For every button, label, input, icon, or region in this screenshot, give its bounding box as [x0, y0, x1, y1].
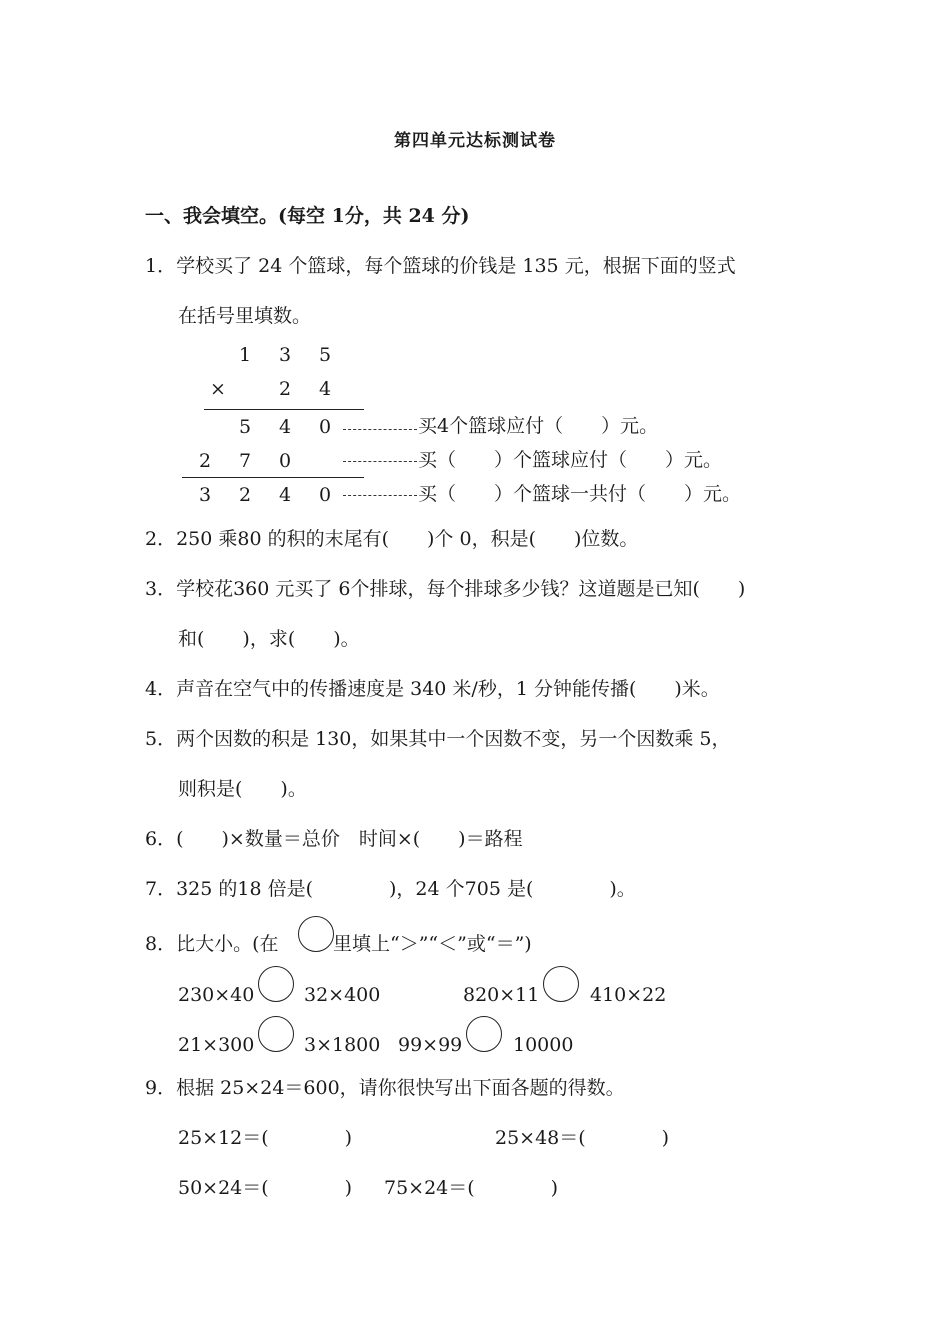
leader-line — [343, 429, 417, 430]
calc-digit: 7 — [238, 450, 252, 472]
compare-right: 32×400 — [304, 984, 381, 1006]
compare-right: 3×1800 — [304, 1034, 381, 1056]
q1-line2: 在括号里填数。 — [178, 305, 312, 327]
compare-left: 99×99 — [398, 1034, 463, 1056]
calc-rule — [204, 409, 364, 410]
calc-rule — [182, 477, 364, 478]
leader-line — [343, 495, 417, 496]
compare-circle-icon[interactable] — [543, 966, 579, 1002]
q9-c: 50×24＝( ) — [178, 1177, 353, 1199]
calc-digit: 3 — [278, 344, 292, 366]
compare-right: 410×22 — [590, 984, 667, 1006]
q8-prefix: 8．比大小。(在 — [145, 933, 279, 955]
q3-line2: 和( )，求( )。 — [178, 628, 360, 650]
calc-digit: 2 — [198, 450, 212, 472]
calc-digit: 4 — [278, 484, 292, 506]
calc-digit: 5 — [318, 344, 332, 366]
q7: 7．325 的18 倍是( )，24 个705 是( )。 — [145, 878, 636, 900]
calc-digit: 0 — [318, 416, 332, 438]
times-sign: × — [210, 378, 226, 400]
q1-note-3: 买（ ）个篮球一共付（ ）元。 — [418, 483, 742, 505]
calc-digit: 3 — [198, 484, 212, 506]
q1-note-1: 买4个篮球应付（ ）元。 — [418, 415, 659, 437]
calc-digit: 4 — [278, 416, 292, 438]
q5-line2: 则积是( )。 — [178, 778, 307, 800]
calc-digit: 4 — [318, 378, 332, 400]
calc-digit: 0 — [318, 484, 332, 506]
q9-d: 75×24＝( ) — [384, 1177, 559, 1199]
compare-circle-icon[interactable] — [466, 1016, 502, 1052]
calc-digit: 2 — [278, 378, 292, 400]
q6: 6．( )×数量＝总价 时间×( )＝路程 — [145, 828, 523, 850]
calc-digit: 5 — [238, 416, 252, 438]
q8-suffix: 里填上“＞”“＜”或“＝”) — [333, 933, 532, 955]
compare-circle-icon — [298, 916, 334, 952]
section-heading: 一、我会填空。(每空 1分，共 24 分) — [145, 205, 470, 227]
compare-left: 820×11 — [463, 984, 540, 1006]
calc-digit: 2 — [238, 484, 252, 506]
q4: 4．声音在空气中的传播速度是 340 米/秒，1 分钟能传播( )米。 — [145, 678, 720, 700]
q1-line1: 1．学校买了 24 个篮球，每个篮球的价钱是 135 元，根据下面的竖式 — [145, 255, 736, 277]
q5-line1: 5．两个因数的积是 130，如果其中一个因数不变，另一个因数乘 5， — [145, 728, 731, 750]
calc-digit: 1 — [238, 344, 252, 366]
compare-circle-icon[interactable] — [258, 966, 294, 1002]
q9-line1: 9．根据 25×24＝600，请你很快写出下面各题的得数。 — [145, 1077, 625, 1099]
calc-digit: 0 — [278, 450, 292, 472]
q1-note-2: 买（ ）个篮球应付（ ）元。 — [418, 449, 723, 471]
compare-left: 230×40 — [178, 984, 255, 1006]
compare-left: 21×300 — [178, 1034, 255, 1056]
compare-circle-icon[interactable] — [258, 1016, 294, 1052]
compare-right: 10000 — [513, 1034, 574, 1056]
q9-b: 25×48＝( ) — [495, 1127, 670, 1149]
leader-line — [343, 461, 417, 462]
page-title: 第四单元达标测试卷 — [394, 131, 556, 151]
q9-a: 25×12＝( ) — [178, 1127, 353, 1149]
q3-line1: 3．学校花360 元买了 6个排球，每个排球多少钱？这道题是已知( ) — [145, 578, 746, 600]
q2: 2．250 乘80 的积的末尾有( )个 0，积是( )位数。 — [145, 528, 639, 550]
